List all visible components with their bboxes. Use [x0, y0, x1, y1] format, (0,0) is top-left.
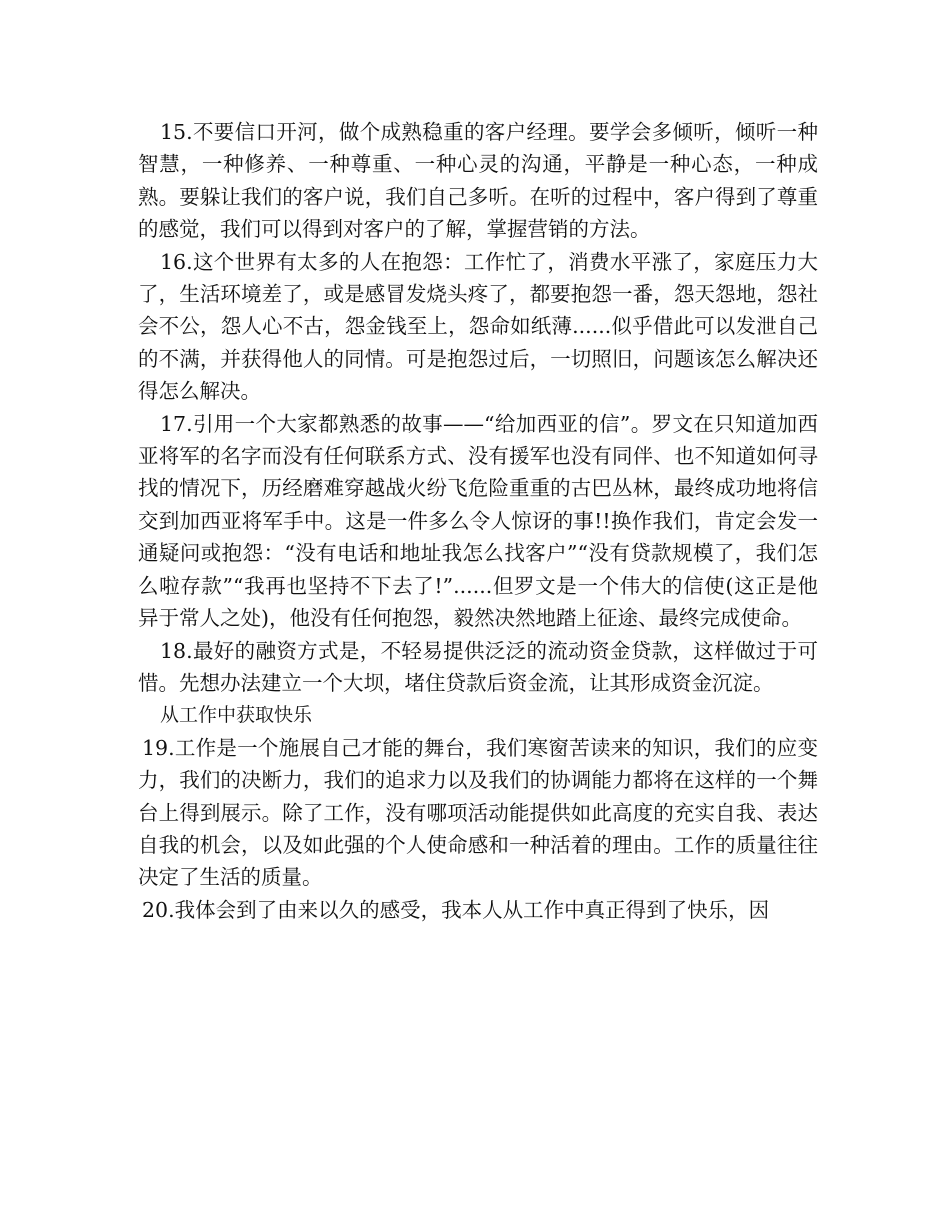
paragraph-15: 15.不要信口开河，做个成熟稳重的客户经理。要学会多倾听，倾听一种智慧，一种修养、一种尊重、一种心灵的沟通，平静是一种心态，一种成熟。要躲让我们的客户说，我们自己多听。在听的过程中，客户得到了尊重的感觉，我们可以得到对客户的了解，掌握营销的方法。	[138, 120, 818, 242]
document-page	[138, 116, 818, 926]
paragraph-17: 17.引用一个大家都熟悉的故事——“给加西亚的信”。罗文在只知道加西亚将军的名字而没有任何联系方式、没有援军也没有同伴、也不知道如何寻找的情况下，历经磨难穿越战火纷飞危险重重的古巴丛林，最终成功地将信交到加西亚将军手中。这是一件多么令人惊讶的事!!换作我们，肯定会发一通疑问或抱怨：“没有电话和地址我怎么找客户”“没有贷款规模了，我们怎么啦存款”“我再也坚持不下去了!”......但罗文是一个伟大的信使(这正是他异于常人之处)，他没有任何抱怨，毅然决然地踏上征途、最终完成使命。	[138, 411, 818, 631]
section-heading: 从工作中获取快乐	[160, 704, 313, 727]
paragraph-18: 18.最好的融资方式是，不轻易提供泛泛的流动资金贷款，这样做过于可惜。先想办法建立一个大坝，堵住贷款后资金流，让其形成资金沉淀。	[138, 638, 818, 695]
paragraph-19: 19.工作是一个施展自己才能的舞台，我们寒窗苦读来的知识，我们的应变力，我们的决断力，我们的追求力以及我们的协调能力都将在这样的一个舞台上得到展示。除了工作，没有哪项活动能提供如此高度的充实自我、表达自我的机会，以及如此强的个人使命感和一种活着的理由。工作的质量往往决定了生活的质量。	[138, 735, 818, 890]
paragraph-16: 16.这个世界有太多的人在抱怨：工作忙了，消费水平涨了，家庭压力大了，生活环境差了，或是感冒发烧头疼了，都要抱怨一番，怨天怨地，怨社会不公，怨人心不古，怨金钱至上，怨命如纸薄......似乎借此可以发泄自己的不满，并获得他人的同情。可是抱怨过后，一切照旧，问题该怎么解决还得怎么解决。	[138, 249, 818, 404]
paragraph-20: 20.我体会到了由来以久的感受，我本人从工作中真正得到了快乐，因	[142, 897, 770, 922]
